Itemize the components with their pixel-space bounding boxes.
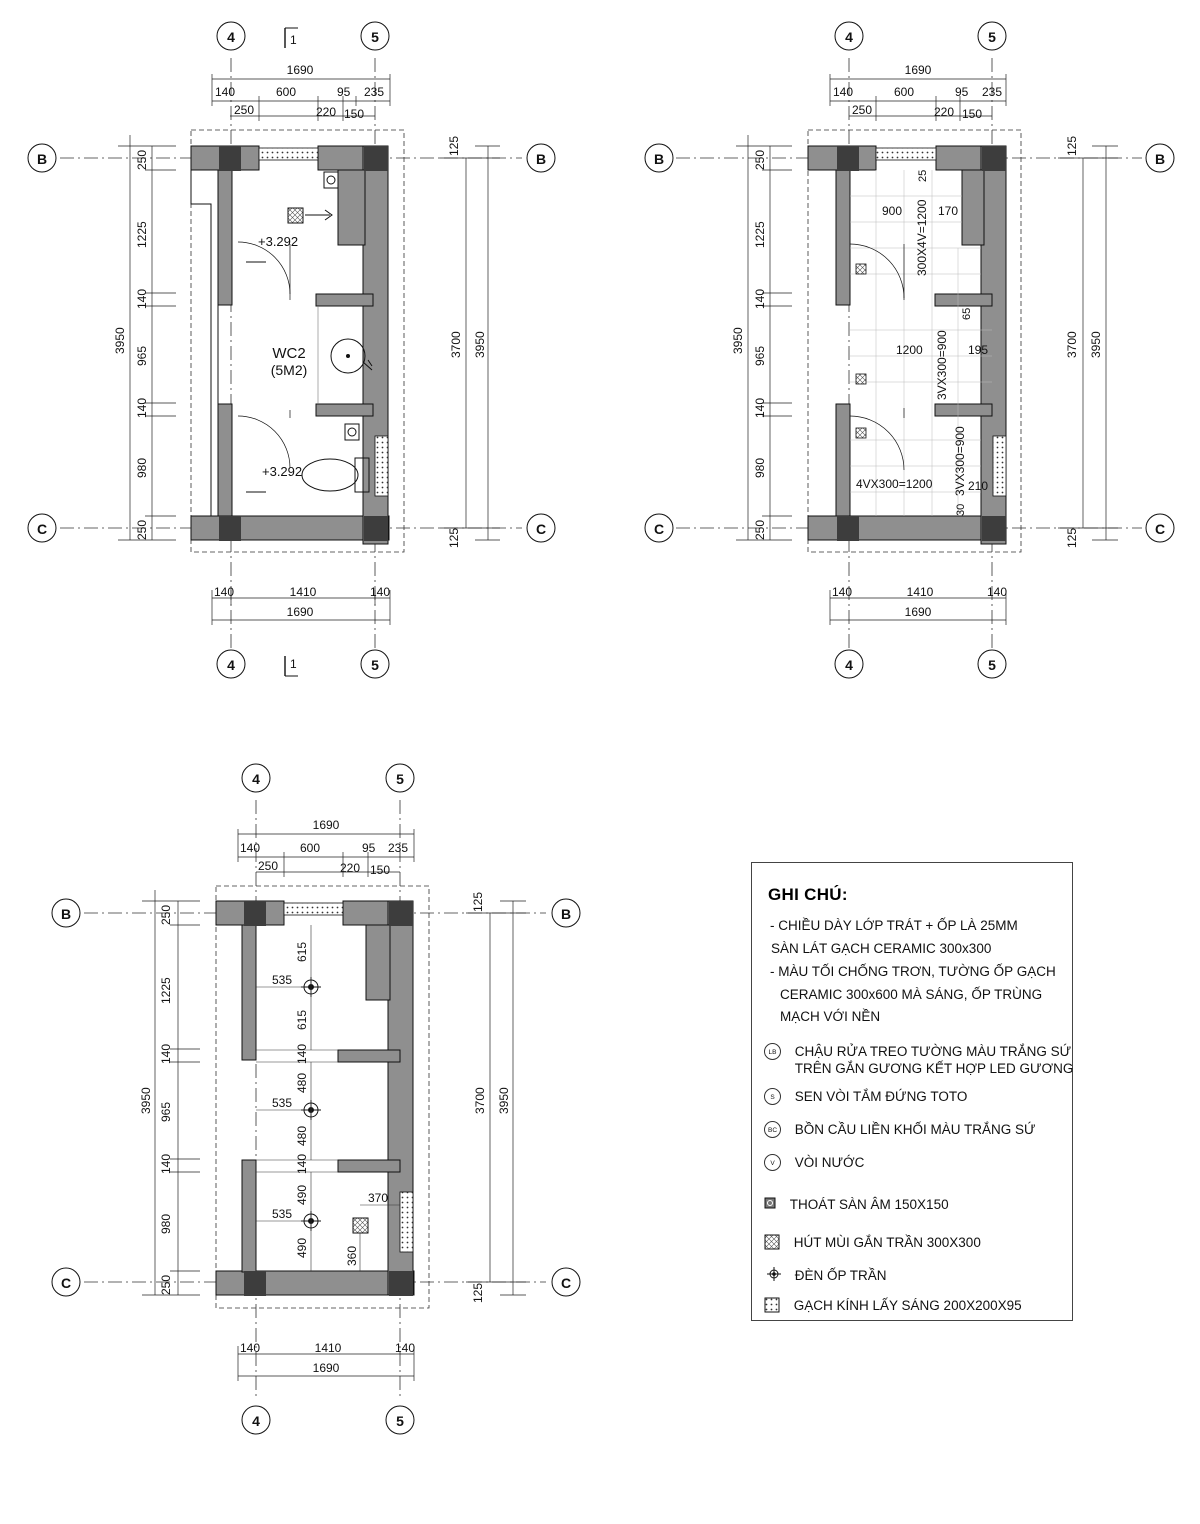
dim-top-235: 235 — [364, 85, 385, 99]
legend-item-hood — [764, 1234, 981, 1254]
dim-top-600: 600 — [894, 85, 915, 99]
dim-left-140: 140 — [135, 288, 149, 309]
tile-dim-65: 65 — [961, 307, 973, 320]
legend-glassblock-label: GẠCH KÍNH LẤY SÁNG 200X200X95 — [793, 1298, 1022, 1313]
shower-icon: S — [764, 1088, 781, 1105]
ceil-dim-490: 490 — [295, 1184, 309, 1205]
dim-bottom-total: 1690 — [286, 605, 314, 619]
dim-right-3950: 3950 — [473, 331, 487, 358]
legend-item-light — [764, 1267, 887, 1285]
dim-bottom-140b: 140 — [370, 585, 391, 599]
dim-right-3700: 3700 — [449, 331, 463, 358]
grid-bubble-5: 5 — [371, 657, 379, 673]
grid-bubble-b: B — [560, 906, 572, 922]
dim-left-250b: 250 — [135, 519, 149, 540]
grid-bubble-5: 5 — [396, 1413, 404, 1429]
legend-item-drain — [764, 1196, 949, 1213]
dim-left-total: 3950 — [731, 327, 745, 354]
dim-bottom-total: 1690 — [904, 605, 932, 619]
grid-bubble-4: 4 — [845, 29, 853, 45]
dim-left-140: 140 — [753, 288, 767, 309]
tile-dim-v1: 300X4V=1200 — [915, 199, 929, 276]
legend-note: CERAMIC 300x600 MÀ SÁNG, ỐP TRÙNG — [780, 987, 1043, 1002]
dim-left-250b: 250 — [753, 519, 767, 540]
grid-bubble-c: C — [1154, 521, 1166, 537]
dim-left-980: 980 — [753, 457, 767, 478]
dim-right-3950: 3950 — [1089, 331, 1103, 358]
tile-dim-30: 30 — [955, 503, 967, 516]
dim-top-140: 140 — [215, 85, 236, 99]
ceil-dim-140b: 140 — [295, 1153, 309, 1174]
ceil-dim-360: 360 — [345, 1245, 359, 1266]
legend-item-basin — [764, 1043, 1073, 1077]
dim-left-980: 980 — [159, 1213, 173, 1234]
dim-top-600: 600 — [300, 841, 321, 855]
dim-left-250: 250 — [159, 904, 173, 925]
grid-bubble-b: B — [60, 906, 72, 922]
grid-bubble-4: 4 — [227, 657, 235, 673]
grid-bubble-b: B — [653, 151, 665, 167]
legend-hood-label: HÚT MÙI GẮN TRẦN 300X300 — [793, 1235, 981, 1250]
floor-level-upper: +3.292 — [258, 234, 299, 249]
dim-bottom-140b: 140 — [987, 585, 1008, 599]
legend-basin-line2: TRÊN GẮN GƯƠNG KẾT HỢP LED GƯƠNG — [794, 1061, 1074, 1076]
grid-bubble-b: B — [1154, 151, 1166, 167]
grid-bubble-c: C — [653, 521, 665, 537]
grid-bubble-4: 4 — [252, 771, 260, 787]
tile-dim-170: 170 — [938, 204, 959, 218]
dim-top-235: 235 — [388, 841, 409, 855]
legend-light-label: ĐÈN ỐP TRẦN — [794, 1268, 887, 1283]
dim-bottom-140b: 140 — [395, 1341, 416, 1355]
dim-left-1225: 1225 — [159, 977, 173, 1004]
legend-basin-line1: CHẬU RỬA TREO TƯỜNG MÀU TRẮNG SỨ — [794, 1044, 1072, 1059]
ceil-dim-480b: 480 — [295, 1125, 309, 1146]
legend-toilet-label: BỒN CẦU LIỀN KHỐI MÀU TRẮNG SỨ — [794, 1122, 1036, 1137]
grid-bubble-c: C — [36, 521, 48, 537]
dim-right-3700: 3700 — [1065, 331, 1079, 358]
dim-top-220: 220 — [340, 861, 361, 875]
legend-box — [751, 862, 1073, 1321]
floor-drain-icon — [764, 1196, 776, 1213]
dim-bottom-1410: 1410 — [289, 585, 317, 599]
plan-layout-fixtures — [28, 22, 555, 678]
legend-note: - CHIỀU DÀY LỚP TRÁT + ỐP LÀ 25MM — [770, 918, 1018, 933]
dim-top-95: 95 — [337, 85, 351, 99]
room-name: WC2 — [272, 345, 306, 362]
dim-right-125b: 125 — [471, 1282, 485, 1303]
dim-left-250b: 250 — [159, 1274, 173, 1295]
legend-note: SÀN LÁT GẠCH CERAMIC 300x300 — [771, 941, 992, 956]
grid-bubble-b: B — [36, 151, 48, 167]
ceil-dim-535b: 535 — [272, 1096, 293, 1110]
dim-right-125b: 125 — [1065, 527, 1079, 548]
grid-bubble-4: 4 — [845, 657, 853, 673]
dim-left-965: 965 — [753, 345, 767, 366]
grid-bubble-5: 5 — [396, 771, 404, 787]
dim-top-total: 1690 — [904, 63, 932, 77]
dim-top-600: 600 — [276, 85, 297, 99]
legend-item-faucet — [764, 1154, 864, 1171]
ceil-dim-480: 480 — [295, 1072, 309, 1093]
dim-bottom-1410: 1410 — [314, 1341, 342, 1355]
grid-bubble-4: 4 — [227, 29, 235, 45]
dim-right-125: 125 — [447, 135, 461, 156]
tile-dim-25: 25 — [917, 169, 929, 182]
grid-bubble-c: C — [560, 1275, 572, 1291]
floor-level-lower: +3.292 — [262, 464, 303, 479]
dim-left-140b: 140 — [135, 397, 149, 418]
dim-bottom-total: 1690 — [312, 1361, 340, 1375]
ceil-dim-140: 140 — [295, 1043, 309, 1064]
dim-top-250: 250 — [258, 859, 279, 873]
tile-dim-v3: 3VX300=900 — [953, 426, 967, 496]
glass-block-icon — [764, 1297, 780, 1317]
room-area: (5M2) — [270, 362, 308, 378]
legend-title: GHI CHÚ: — [768, 885, 848, 904]
basin-icon: LB — [764, 1043, 781, 1060]
tile-dim-195: 195 — [968, 343, 989, 357]
dim-bottom-1410: 1410 — [906, 585, 934, 599]
grid-bubble-c: C — [60, 1275, 72, 1291]
dim-left-140b: 140 — [159, 1153, 173, 1174]
dim-top-total: 1690 — [286, 63, 314, 77]
dim-right-125b: 125 — [447, 527, 461, 548]
ceil-dim-535: 535 — [272, 973, 293, 987]
dim-top-220: 220 — [316, 105, 337, 119]
dim-top-250: 250 — [234, 103, 255, 117]
grid-bubble-4: 4 — [252, 1413, 260, 1429]
grid-bubble-5: 5 — [988, 657, 996, 673]
dim-top-150: 150 — [370, 863, 391, 877]
dim-top-140: 140 — [240, 841, 261, 855]
legend-note: - MÀU TỐI CHỐNG TRƠN, TƯỜNG ỐP GẠCH — [770, 964, 1056, 979]
dim-left-140: 140 — [159, 1043, 173, 1064]
toilet-icon: BC — [764, 1121, 781, 1138]
dim-right-125: 125 — [1065, 135, 1079, 156]
dim-top-220: 220 — [934, 105, 955, 119]
dim-left-total: 3950 — [113, 327, 127, 354]
tile-dim-h3: 4VX300=1200 — [856, 477, 933, 491]
exhaust-fan-icon — [764, 1234, 780, 1254]
dim-right-3700: 3700 — [473, 1087, 487, 1114]
legend-item-glassblock — [764, 1297, 1022, 1317]
tile-dim-v2: 3VX300=900 — [935, 330, 949, 400]
dim-top-95: 95 — [955, 85, 969, 99]
faucet-icon: V — [764, 1154, 781, 1171]
dim-top-140: 140 — [833, 85, 854, 99]
dim-right-3950: 3950 — [497, 1087, 511, 1114]
dim-top-150: 150 — [344, 107, 365, 121]
dim-left-140b: 140 — [753, 397, 767, 418]
legend-faucet-label: VÒI NƯỚC — [794, 1155, 865, 1170]
section-mark-bottom: 1 — [290, 657, 297, 671]
tile-dim-900: 900 — [882, 204, 903, 218]
tile-dim-1200: 1200 — [896, 343, 923, 357]
dim-bottom-140: 140 — [240, 1341, 261, 1355]
tile-dim-210: 210 — [968, 479, 989, 493]
dim-left-1225: 1225 — [753, 221, 767, 248]
dim-top-250: 250 — [852, 103, 873, 117]
dim-right-125: 125 — [471, 891, 485, 912]
legend-shower-label: SEN VÒI TẮM ĐỨNG TOTO — [794, 1089, 968, 1104]
dim-left-1225: 1225 — [135, 221, 149, 248]
legend-drain-label: THOÁT SÀN ÂM 150X150 — [789, 1197, 949, 1212]
section-mark-top: 1 — [290, 33, 297, 47]
grid-bubble-5: 5 — [371, 29, 379, 45]
grid-bubble-c: C — [535, 521, 547, 537]
dim-top-150: 150 — [962, 107, 983, 121]
dim-top-95: 95 — [362, 841, 376, 855]
dim-left-980: 980 — [135, 457, 149, 478]
dim-bottom-140: 140 — [832, 585, 853, 599]
legend-item-shower — [764, 1088, 967, 1105]
dim-top-235: 235 — [982, 85, 1003, 99]
ceil-dim-370: 370 — [368, 1191, 389, 1205]
grid-bubble-5: 5 — [988, 29, 996, 45]
legend-note: MẠCH VỚI NỀN — [780, 1009, 881, 1024]
dim-left-965: 965 — [135, 345, 149, 366]
dim-bottom-140: 140 — [214, 585, 235, 599]
dim-left-total: 3950 — [139, 1087, 153, 1114]
grid-bubble-b: B — [535, 151, 547, 167]
ceil-dim-535c: 535 — [272, 1207, 293, 1221]
plan-ceiling — [52, 764, 580, 1434]
ceil-dim-615b: 615 — [295, 1009, 309, 1030]
ceil-dim-490b: 490 — [295, 1237, 309, 1258]
dim-left-250: 250 — [135, 149, 149, 170]
dim-top-total: 1690 — [312, 818, 340, 832]
plan-tiling — [645, 22, 1174, 678]
ceil-dim-615: 615 — [295, 941, 309, 962]
legend-item-toilet — [764, 1121, 1036, 1138]
dim-left-250: 250 — [753, 149, 767, 170]
dim-left-965: 965 — [159, 1101, 173, 1122]
ceiling-light-icon — [767, 1267, 781, 1285]
